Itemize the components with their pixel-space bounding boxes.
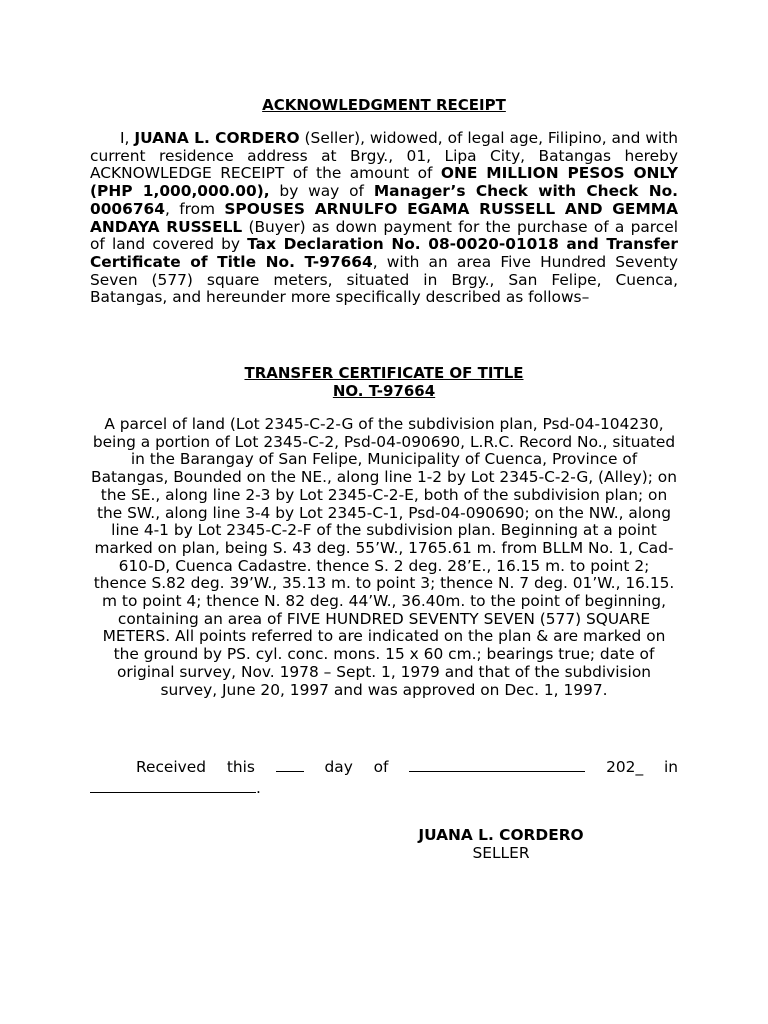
place-blank bbox=[90, 777, 256, 793]
signatory-name: JUANA L. CORDERO bbox=[418, 826, 584, 844]
year-prefix: 202_ bbox=[606, 758, 644, 776]
land-description: A parcel of land (Lot 2345-C-2-G of the subdivision plan, Psd-04-104230, being a portion of Lot 2345-C-2, Psd-04-090690, L.R.C. Record No., situated in the Barangay of San Felipe, Municipality of Cuenca, Province of Batangas, Bounded on the NE., along line 1-2 by Lot 2345-C-2-G, (Alley); on the SE., along line 2-3 by Lot 2345-C-2-E, both of the subdivision plan; on the SW., along line 3-4 by Lot 2345-C-1, Psd-04-090690; on the NW., along line 4-1 by Lot 2345-C-2-F of the subdivision plan. Beginning at a point marked on plan, being S. 43 deg. 55’W., 1765.61 m. from BLLM No. 1, Cad-610-D, Cuenca Cadastre. thence S. 2 deg. 28’E., 16.15 m. to point 2; thence S.82 deg. 39’W., 35.13 m. to point 3; thence N. 7 deg. 01’W., 16.15. m to point 4; thence N. 82 deg. 44’W., 36.40m. to the point of beginning, containing an area of FIVE HUNDRED SEVENTY SEVEN (577) SQUARE METERS. All points referred to are indicated on the plan & are marked on the ground by PS. cyl. conc. mons. 15 x 60 cm.; bearings true; date of original survey, Nov. 1978 – Sept. 1, 1979 and that of the subdivision survey, June 20, 1997 and was approved on Dec. 1, 1997. bbox=[91, 415, 677, 699]
month-blank bbox=[409, 756, 585, 772]
subheading-line-2: NO. T-97664 bbox=[332, 382, 436, 400]
intro-text-6: , with an area Five Hundred Seventy Seven (577) square meters, situated in Brgy., San Felipe, Cuenca, Batangas, and hereunder more specifically described as follows– bbox=[90, 252, 679, 307]
document-title: ACKNOWLEDGMENT RECEIPT bbox=[262, 96, 506, 114]
buyers-text: SPOUSES ARNULFO EGAMA RUSSELL AND GEMMA ANDAYA RUSSELL bbox=[90, 199, 678, 236]
subheading-line-1: TRANSFER CERTIFICATE OF TITLE bbox=[244, 364, 524, 382]
day-word: day bbox=[324, 758, 353, 776]
signature-block bbox=[406, 826, 596, 862]
signatory-role: SELLER bbox=[472, 844, 530, 862]
amount-text: ONE MILLION PESOS ONLY (PHP 1,000,000.00), bbox=[90, 164, 678, 201]
in-word: in bbox=[663, 758, 678, 776]
title-certificate-heading bbox=[90, 364, 678, 400]
day-blank bbox=[276, 756, 304, 772]
received-word: Received bbox=[136, 758, 207, 776]
end-punctuation: . bbox=[256, 779, 261, 797]
intro-text-5: (Buyer) as down payment for the purchase of a parcel of land covered by bbox=[90, 217, 678, 254]
tax-declaration-text: Tax Declaration No. 08-0020-01018 and Transfer Certificate of Title No. T-97664 bbox=[90, 235, 678, 271]
received-clause bbox=[90, 756, 678, 798]
intro-paragraph bbox=[90, 130, 678, 307]
intro-text-3: by way of bbox=[269, 182, 374, 201]
intro-text-2: (Seller), widowed, of legal age, Filipino, and with current residence address at Brgy., 01, Lipa City, Batangas hereby ACKNOWLEDGE RECEIPT of the amount of bbox=[90, 129, 678, 183]
intro-text-1: I, bbox=[120, 129, 135, 147]
intro-text-4: , from bbox=[164, 199, 225, 218]
check-text: Manager’s Check with Check No. 0006764 bbox=[90, 182, 678, 218]
of-word: of bbox=[373, 758, 389, 776]
this-word: this bbox=[226, 758, 255, 776]
seller-name: JUANA L. CORDERO bbox=[134, 129, 300, 147]
